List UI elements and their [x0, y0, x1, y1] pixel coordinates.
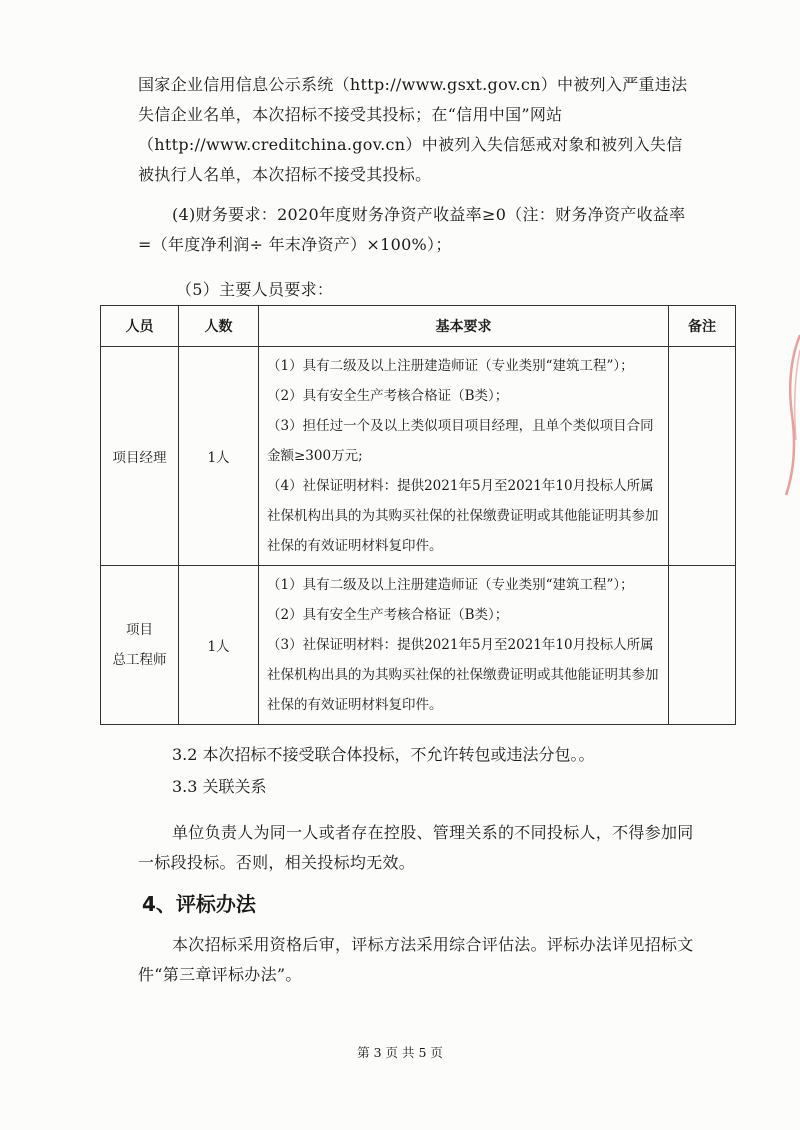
requirement-item: （2）具有安全生产考核合格证（B类）； [267, 607, 509, 623]
role-line: 总工程师 [112, 652, 167, 668]
header-role: 人员 [101, 306, 179, 347]
table-row [101, 347, 736, 566]
paragraph-evaluation: 本次招标采用资格后审，评标方法采用综合评估法。评标办法详见招标文件“第三章评标办法”。 [138, 935, 694, 984]
requirement-item: （2）具有安全生产考核合格证（B类）； [267, 388, 509, 404]
requirement-item: （4）社保证明材料：提供2021年5月至2021年10月投标人所属社保机构出具的为其购买社保的社保缴费证明或其他能证明其参加社保的有效证明材料复印件。 [267, 478, 659, 554]
paragraph-related-parties: 单位负责人为同一人或者存在控股、管理关系的不同投标人，不得参加同一标段投标。否则，相关投标均无效。 [138, 823, 694, 872]
requirement-item: （3）担任过一个及以上类似项目项目经理，且单个类似项目合同金额≥300万元; [267, 418, 654, 464]
paragraph-blacklist: 国家企业信用信息公示系统（http://www.gsxt.gov.cn）中被列入严重违法失信企业名单，本次招标不接受其投标；在“信用中国”网站（http://www.creditchina.gov.cn）中被列入失信惩戒对象和被列入失信被执行人名单，本次招标不接受其投标。 [138, 75, 688, 184]
row-requirements [259, 347, 669, 566]
section-4-heading: 4、评标办法 [142, 892, 256, 916]
row-role-chief-engineer [101, 566, 179, 725]
seal-stamp-edge-icon [782, 330, 800, 500]
section-3-3-heading: 3.3 关联关系 [172, 777, 267, 796]
row-count: 1人 [179, 566, 259, 725]
header-remark: 备注 [669, 306, 736, 347]
requirement-item: （1）具有二级及以上注册建造师证（专业类别“建筑工程”）； [267, 577, 634, 593]
header-count: 人数 [179, 306, 259, 347]
row-role-project-manager: 项目经理 [101, 347, 179, 566]
table-row [101, 566, 736, 725]
row-requirements [259, 566, 669, 725]
header-requirements: 基本要求 [259, 306, 669, 347]
role-line: 项目 [126, 622, 153, 638]
page-footer: 第 3 页 共 5 页 [357, 1045, 443, 1060]
table-header-row [101, 306, 736, 347]
staff-requirements-table [100, 305, 736, 725]
requirement-item: （3）社保证明材料：提供2021年5月至2021年10月投标人所属社保机构出具的为其购买社保的社保缴费证明或其他能证明其参加社保的有效证明材料复印件。 [267, 637, 659, 713]
row-count: 1人 [179, 347, 259, 566]
section-3-2: 3.2 本次招标不接受联合体投标，不允许转包或违法分包。。 [172, 745, 595, 764]
paragraph-finance: (4)财务要求：2020年度财务净资产收益率≥0（注：财务净资产收益率=（年度净利润÷ 年末净资产）×100%）； [138, 205, 686, 254]
row-remark [669, 566, 736, 725]
staff-requirements-title: （5）主要人员要求： [176, 280, 334, 299]
row-remark [669, 347, 736, 566]
requirement-item: （1）具有二级及以上注册建造师证（专业类别“建筑工程”）； [267, 358, 634, 374]
